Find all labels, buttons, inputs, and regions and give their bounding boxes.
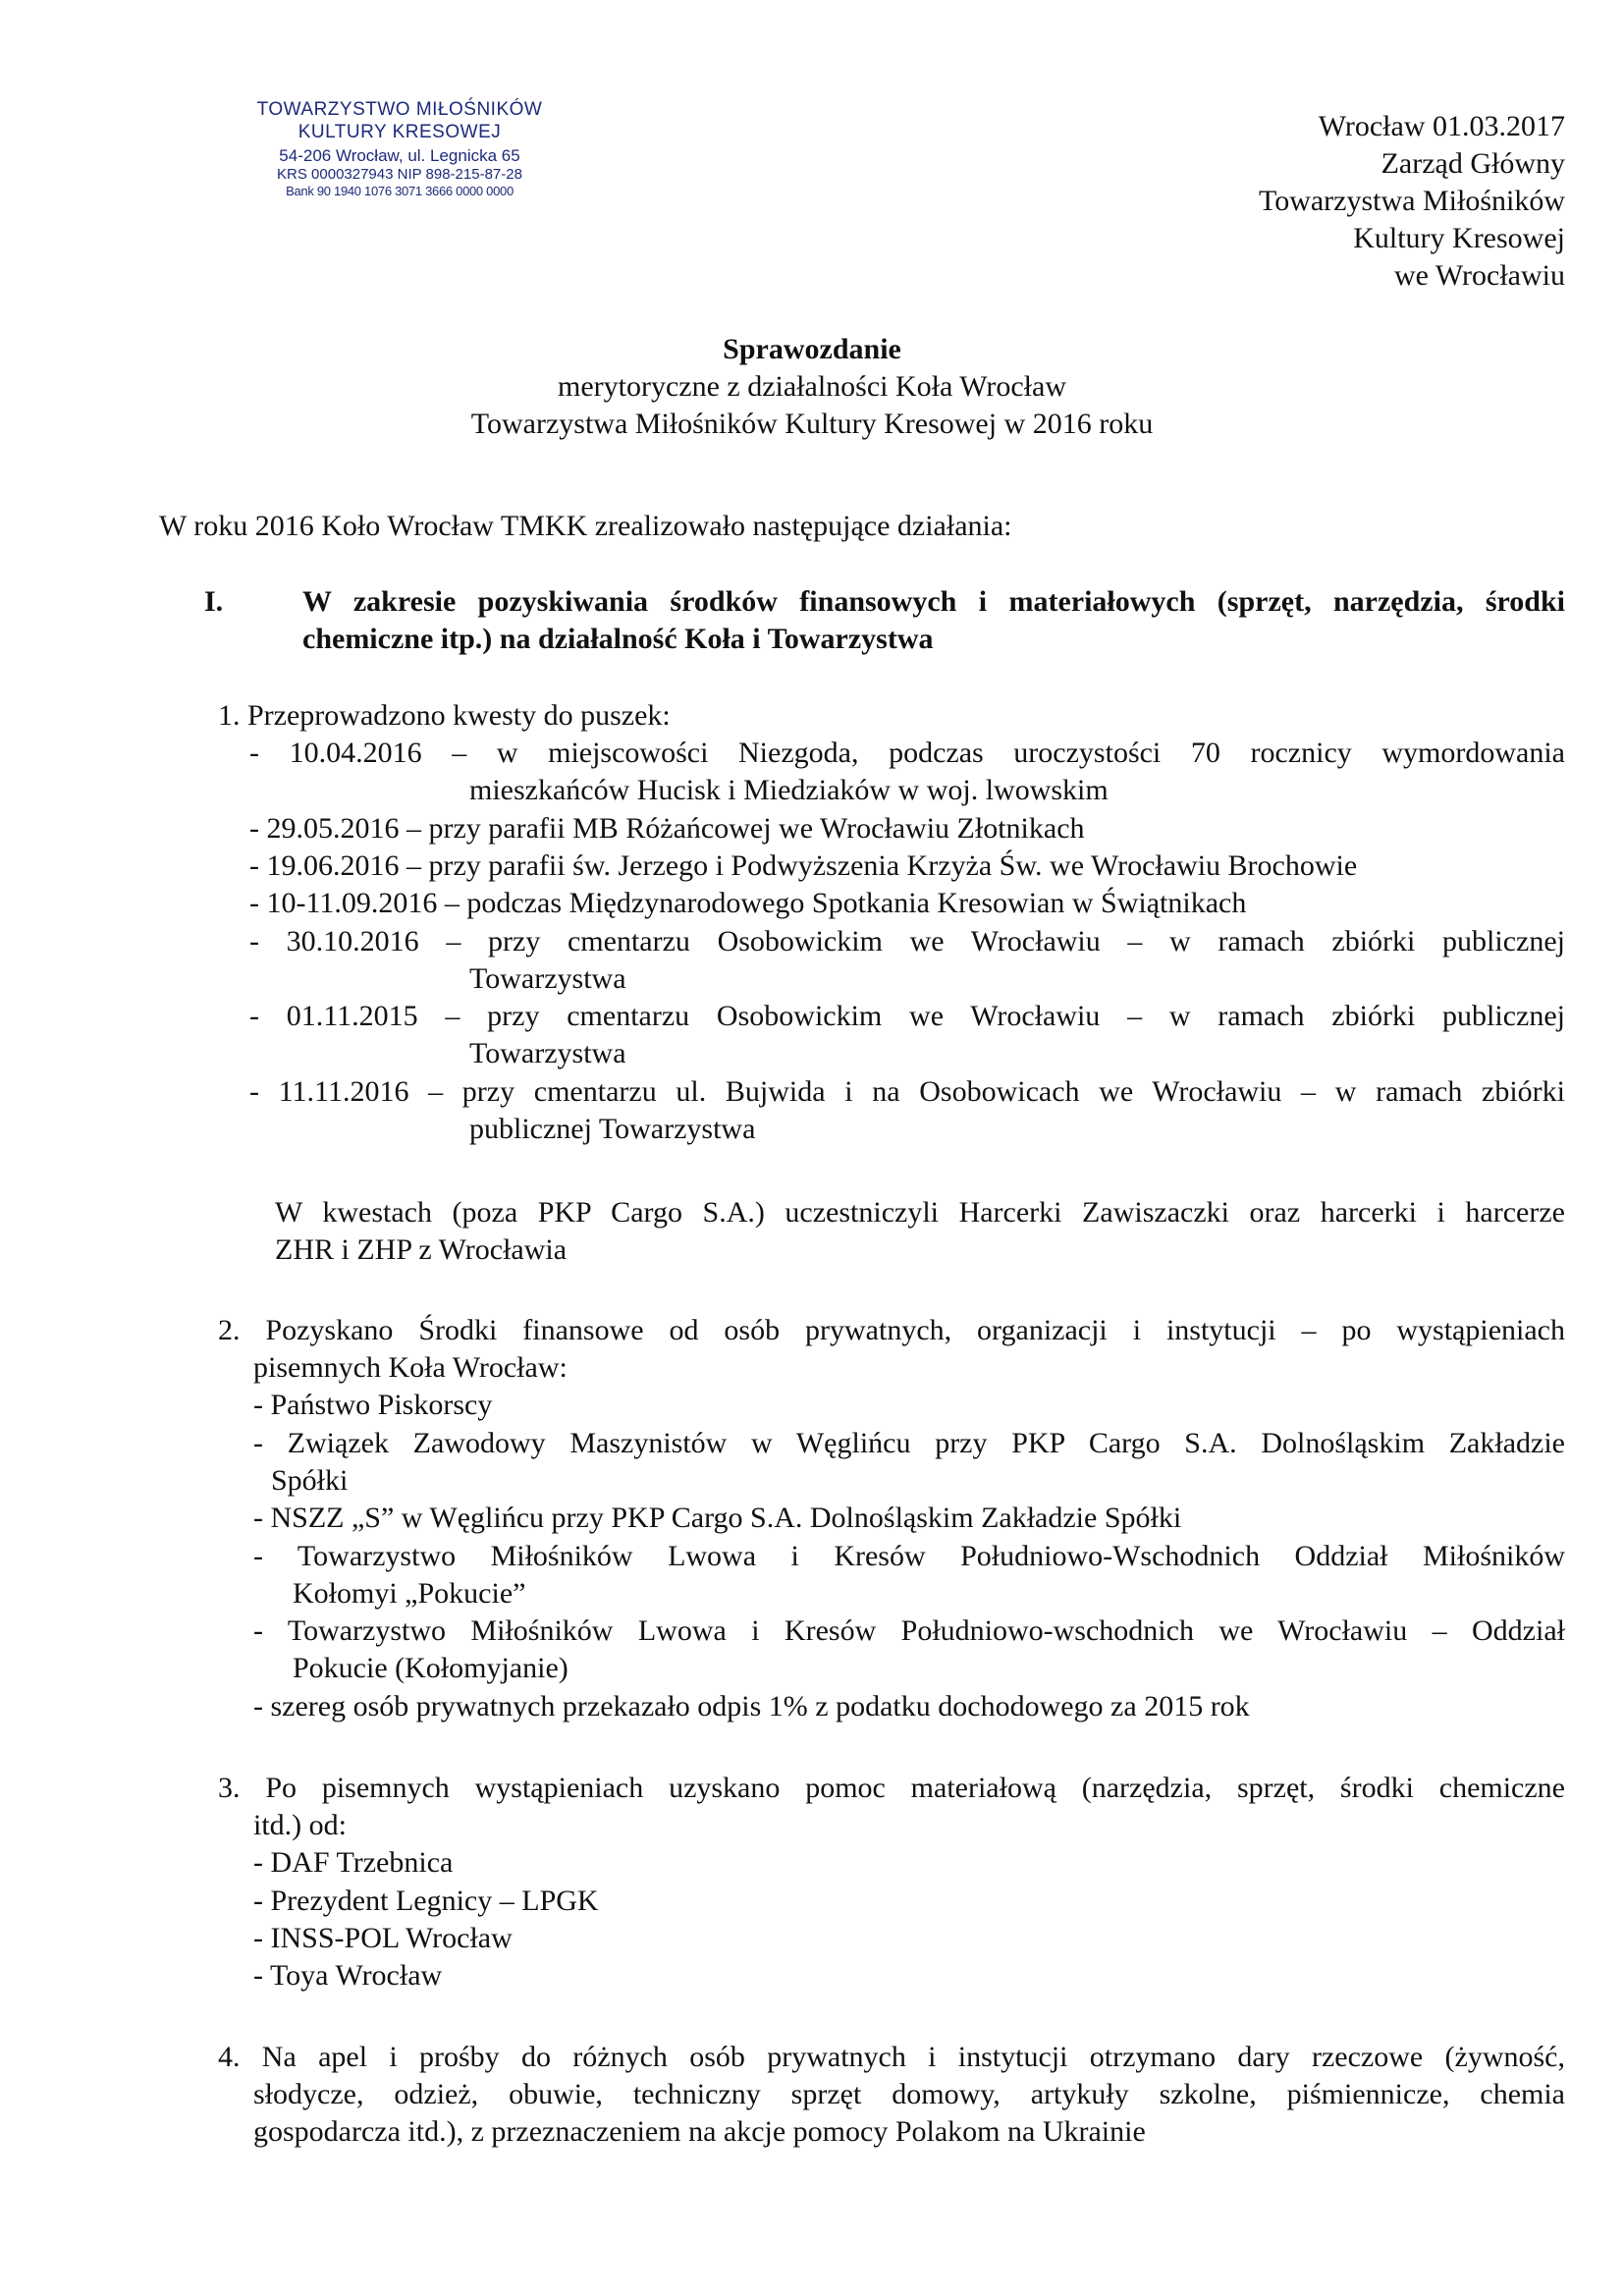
item-2-entry-c: - NSZZ „S” w Węglińcu przy PKP Cargo S.A. Dolnośląskim Zakładzie Spółki: [253, 1502, 1182, 1534]
item-1-entry-b: - 29.05.2016 – przy parafii MB Różańcowej we Wrocławiu Złotnikach: [249, 812, 1085, 845]
stamp-address: 54-206 Wrocław, ul. Legnicka 65: [279, 146, 520, 165]
item-1-entry-a: - 10.04.2016 – w miejscowości Niezgoda, podczas uroczystości 70 rocznicy wymordowania: [249, 737, 1565, 769]
item-3-lead: 3. Po pisemnych wystąpieniach uzyskano pomoc materiałową (narzędzia, sprzęt, środki chemiczne: [218, 1772, 1565, 1804]
organization-stamp: [218, 98, 581, 199]
item-2-entry-e-cont: Pokucie (Kołomyjanie): [293, 1652, 568, 1684]
item-3-entry-b: - Prezydent Legnicy – LPGK: [253, 1885, 599, 1917]
item-1-entry-f: - 01.11.2015 – przy cmentarzu Osobowickim we Wrocławiu – w ramach zbiórki publicznej: [249, 1000, 1565, 1032]
item-2-entry-a: - Państwo Piskorscy: [253, 1389, 493, 1421]
recipient-line-3: Kultury Kresowej: [1353, 222, 1565, 254]
item-2-entry-d: - Towarzystwo Miłośników Lwowa i Kresów Południowo-Wschodnich Oddział Miłośników: [253, 1540, 1565, 1572]
item-3-entry-d: - Toya Wrocław: [253, 1959, 443, 1992]
document-date: Wrocław 01.03.2017: [1318, 110, 1565, 142]
item-2-lead-cont: pisemnych Koła Wrocław:: [253, 1351, 568, 1384]
item-4-line-2: słodycze, odzież, obuwie, techniczny sprzęt domowy, artykuły szkolne, piśmiennicze, chemia: [253, 2078, 1565, 2110]
stamp-bank-account: Bank 90 1940 1076 3071 3666 0000 0000: [286, 184, 514, 198]
item-1-entry-f-cont: Towarzystwa: [469, 1037, 626, 1069]
stamp-line-2: KULTURY KRESOWEJ: [298, 122, 502, 142]
item-1-entry-g-cont: publicznej Towarzystwa: [469, 1113, 756, 1145]
section-title: W zakresie pozyskiwania środków finansowych i materiałowych (sprzęt, narzędzia, środki chemiczne itp.) na działalność Koła i Towarzystwa: [302, 585, 1565, 655]
title-heading: Sprawozdanie: [723, 333, 901, 365]
item-2-entry-f: - szereg osób prywatnych przekazało odpis 1% z podatku dochodowego za 2015 rok: [253, 1690, 1250, 1722]
section-numeral: I.: [204, 585, 224, 618]
item-2-entry-b-cont: Spółki: [271, 1464, 349, 1497]
item-2-lead: 2. Pozyskano Środki finansowe od osób prywatnych, organizacji i instytucji – po wystąpieniach: [218, 1314, 1565, 1346]
title-subtitle-1: merytoryczne z działalności Koła Wrocław: [557, 370, 1066, 403]
item-4-line-1: 4. Na apel i prośby do różnych osób prywatnych i instytucji otrzymano dary rzeczowe (żywność,: [218, 2041, 1565, 2073]
recipient-line-2: Towarzystwa Miłośników: [1258, 185, 1565, 217]
item-1-note: W kwestach (poza PKP Cargo S.A.) uczestniczyli Harcerki Zawiszaczki oraz harcerki i harcerze: [275, 1196, 1565, 1229]
item-2-entry-b: - Związek Zawodowy Maszynistów w Węglińcu przy PKP Cargo S.A. Dolnośląskim Zakładzie: [253, 1427, 1565, 1459]
item-1-entry-e-cont: Towarzystwa: [469, 962, 626, 995]
report-title: [0, 331, 1624, 443]
item-1-lead: 1. Przeprowadzono kwesty do puszek:: [218, 699, 671, 732]
recipient-line-4: we Wrocławiu: [1393, 259, 1565, 292]
item-2-entry-d-cont: Kołomyi „Pokucie”: [293, 1577, 526, 1610]
intro-paragraph: W roku 2016 Koło Wrocław TMKK zrealizowało następujące działania:: [159, 510, 1012, 542]
item-3-lead-cont: itd.) od:: [253, 1809, 347, 1841]
item-3-entry-c: - INSS-POL Wrocław: [253, 1922, 513, 1954]
item-1-entry-e: - 30.10.2016 – przy cmentarzu Osobowickim we Wrocławiu – w ramach zbiórki publicznej: [249, 925, 1565, 957]
item-1-entry-g: - 11.11.2016 – przy cmentarzu ul. Bujwida i na Osobowicach we Wrocławiu – w ramach zbiórki: [249, 1075, 1565, 1108]
stamp-line-1: TOWARZYSTWO MIŁOŚNIKÓW: [256, 99, 543, 120]
item-1-entry-d: - 10-11.09.2016 – podczas Międzynarodowego Spotkania Kresowian w Świątnikach: [249, 887, 1247, 919]
item-3-entry-a: - DAF Trzebnica: [253, 1846, 454, 1879]
stamp-krs-nip: KRS 0000327943 NIP 898-215-87-28: [277, 166, 522, 183]
recipient-line-1: Zarząd Główny: [1380, 147, 1565, 180]
item-1-note-cont: ZHR i ZHP z Wrocławia: [275, 1233, 568, 1266]
item-2-entry-e: - Towarzystwo Miłośników Lwowa i Kresów Południowo-wschodnich we Wrocławiu – Oddział: [253, 1614, 1565, 1647]
title-subtitle-2: Towarzystwa Miłośników Kultury Kresowej w 2016 roku: [470, 408, 1154, 440]
item-1-entry-c: - 19.06.2016 – przy parafii św. Jerzego i Podwyższenia Krzyża Św. we Wrocławiu Brochowie: [249, 849, 1358, 882]
recipient-block: [1259, 108, 1565, 295]
item-4-line-3: gospodarcza itd.), z przeznaczeniem na akcje pomocy Polakom na Ukrainie: [253, 2115, 1146, 2148]
item-1-entry-a-cont: mieszkańców Hucisk i Miedziaków w woj. lwowskim: [469, 774, 1109, 806]
